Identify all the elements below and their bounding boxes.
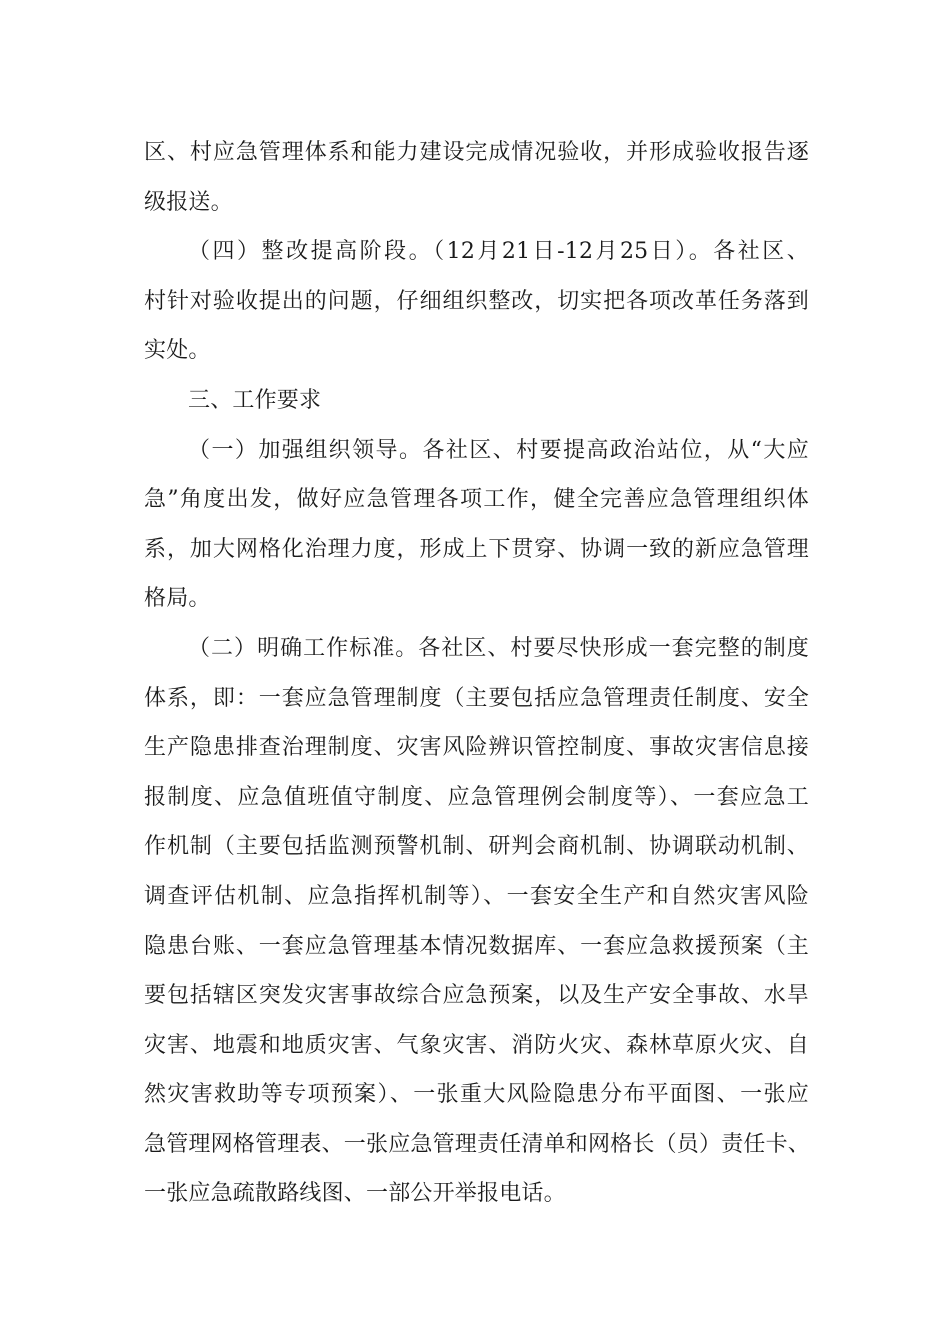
paragraph-line: 调查评估机制、应急指挥机制等）、一套安全生产和自然灾害风险 [144,883,809,909]
paragraph-line: 报制度、应急值班值守制度、应急管理例会制度等）、一套应急工 [144,784,809,810]
document-body [144,128,809,1219]
paragraph-line: 一张应急疏散路线图、一部公开举报电话。 [144,1181,566,1207]
paragraph-line: 隐患台账、一套应急管理基本情况数据库、一套应急救援预案（主 [144,933,809,959]
paragraph-line: 急管理网格管理表、一张应急管理责任清单和网格长（员）责任卡、 [144,1131,811,1157]
paragraph-line: 生产隐患排查治理制度、灾害风险辨识管控制度、事故灾害信息接 [144,735,809,761]
paragraph-line: （一）加强组织领导。各社区、村要提高政治站位，从“大应 [188,437,809,463]
paragraph-line: 然灾害救助等专项预案）、一张重大风险隐患分布平面图、一张应 [144,1082,809,1108]
paragraph-line: 系，加大网格化治理力度，形成上下贯穿、协调一致的新应急管理 [144,536,809,562]
paragraph-line: 村针对验收提出的问题，仔细组织整改，切实把各项改革任务落到 [144,288,809,314]
paragraph-line: 急”角度出发，做好应急管理各项工作，健全完善应急管理组织体 [144,487,809,513]
paragraph-line: 格局。 [144,586,211,612]
paragraph-line: （二）明确工作标准。各社区、村要尽快形成一套完整的制度 [188,635,809,661]
paragraph-line: 区、村应急管理体系和能力建设完成情况验收，并形成验收报告逐 [144,140,809,165]
paragraph-line: 作机制（主要包括监测预警机制、研判会商机制、协调联动机制、 [144,834,809,860]
paragraph-line: 体系，即：一套应急管理制度（主要包括应急管理责任制度、安全 [144,685,809,711]
paragraph-line: 级报送。 [144,189,233,215]
paragraph-line: 要包括辖区突发灾害事故综合应急预案，以及生产安全事故、水旱 [144,983,809,1009]
paragraph-line: 灾害、地震和地质灾害、气象灾害、消防火灾、森林草原火灾、自 [144,1032,809,1058]
section-heading: 三、工作要求 [188,387,322,413]
paragraph-line: （四）整改提高阶段。（12月21日-12月25日）。各社区、 [188,239,809,265]
paragraph-line: 实处。 [144,338,211,364]
